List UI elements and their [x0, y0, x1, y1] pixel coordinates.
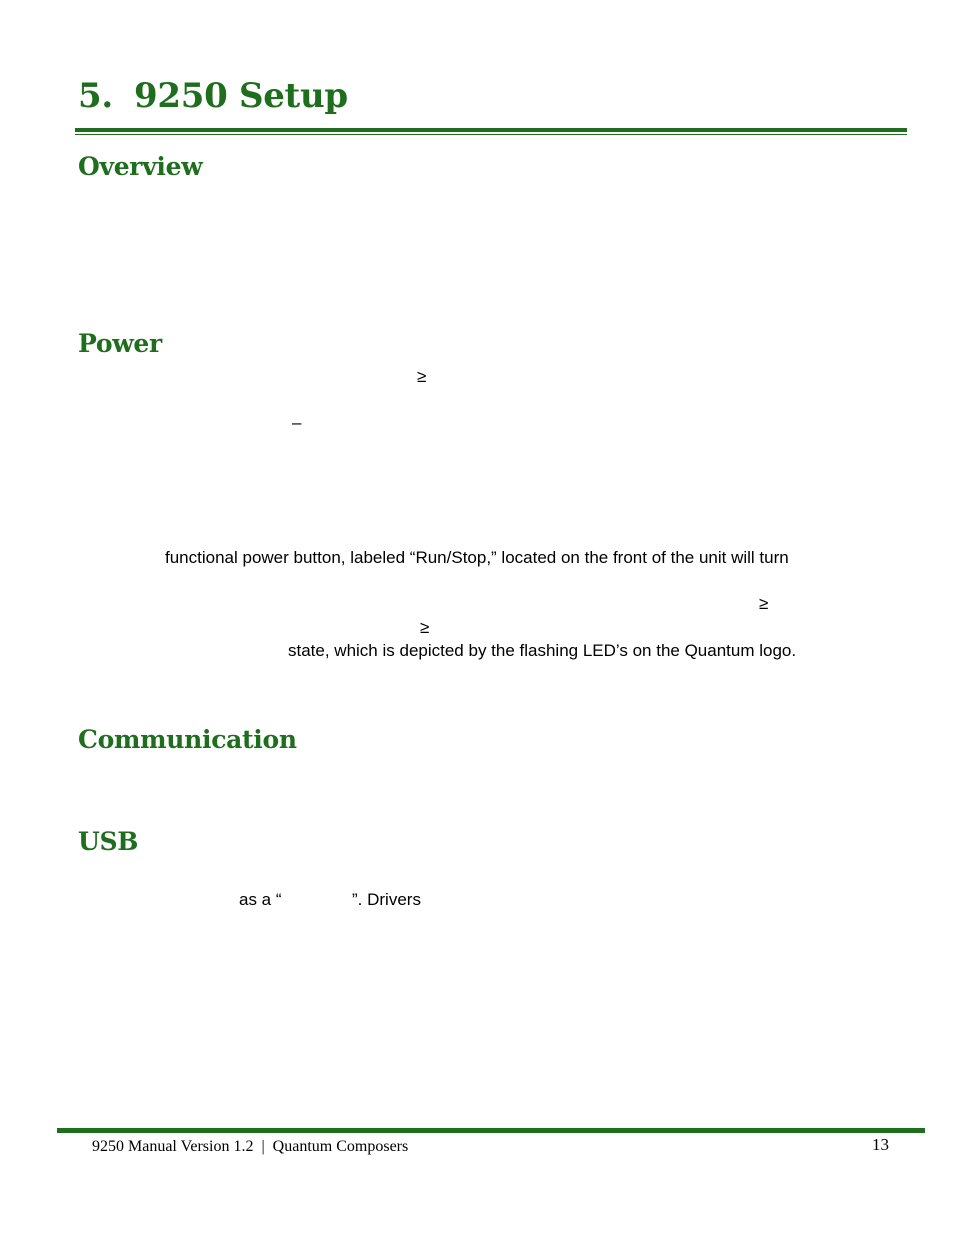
power-state-text: state, which is depicted by the flashing LED’s on the Quantum logo.: [288, 641, 797, 660]
heading-rule-thin: [75, 134, 907, 135]
chapter-title: 9250 Setup: [134, 76, 348, 116]
chapter-heading: [78, 76, 348, 116]
heading-rule-thick: [75, 128, 907, 132]
section-heading-power: Power: [78, 329, 162, 358]
power-symbol-geq: ≥: [420, 618, 430, 637]
power-button-text: functional power button, labeled “Run/Stop,” located on the front of the unit will turn: [165, 548, 789, 567]
usb-text-fragment: ”. Drivers: [352, 890, 421, 909]
power-symbol-geq: ≥: [417, 367, 427, 386]
footer-rule: [57, 1128, 925, 1133]
usb-text-fragment: as a “: [239, 890, 282, 909]
power-symbol-geq: ≥: [759, 594, 769, 613]
section-heading-usb: USB: [78, 827, 139, 856]
chapter-number: 5.: [78, 76, 113, 116]
power-symbol-dash: –: [292, 413, 302, 432]
footer-text: 9250 Manual Version 1.2 | Quantum Composers: [92, 1138, 409, 1155]
page-number: 13: [872, 1135, 889, 1154]
section-heading-overview: Overview: [78, 152, 203, 181]
section-heading-communication: Communication: [78, 725, 297, 754]
